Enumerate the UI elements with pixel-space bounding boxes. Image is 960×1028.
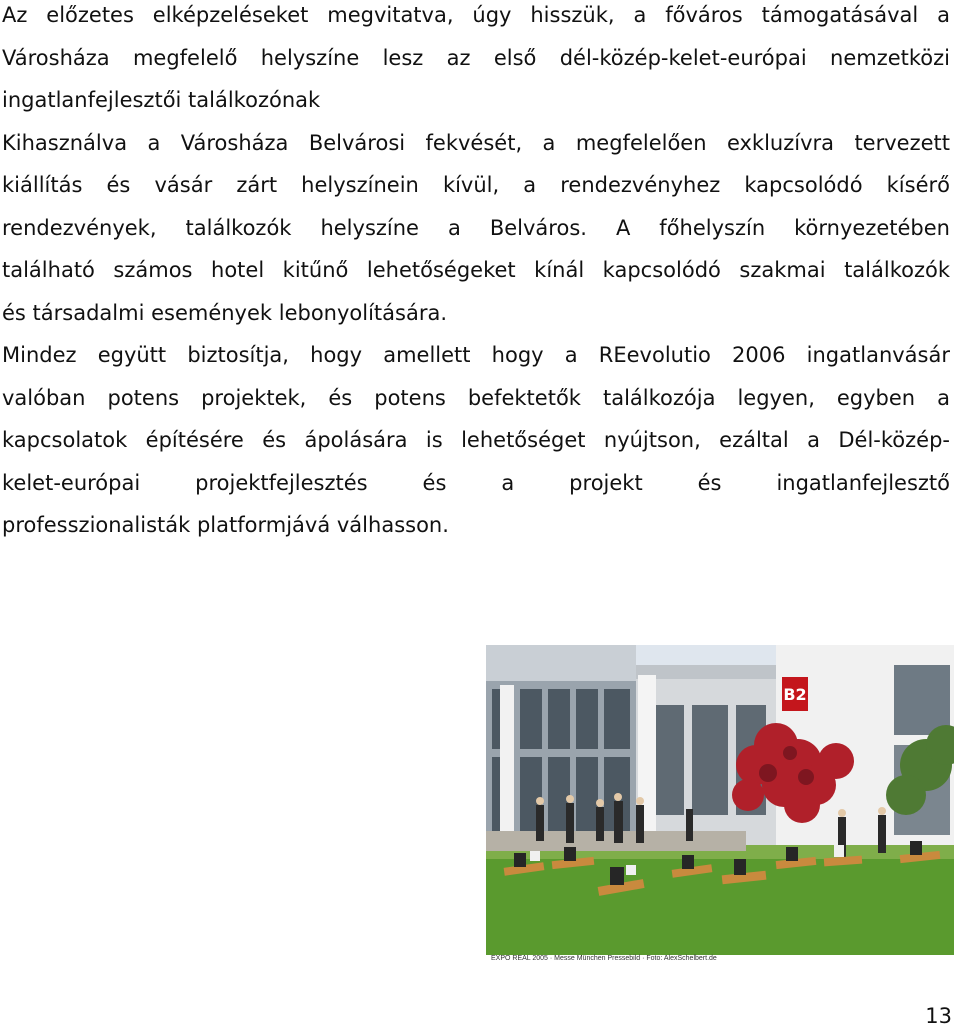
paragraph-3 bbox=[2, 334, 950, 547]
paragraph-1 bbox=[2, 0, 950, 122]
text-line: Városháza megfelelő helyszíne lesz az első dél-közép-kelet-európai nemzetközi bbox=[2, 45, 950, 70]
text-line: kelet-európai projektfejlesztés és a projekt és ingatlanfejlesztő bbox=[2, 470, 950, 495]
sign-b2-text: B2 bbox=[783, 685, 807, 704]
text-line: ingatlanfejlesztői találkozónak bbox=[2, 88, 321, 112]
paragraph-2 bbox=[2, 122, 950, 335]
text-line: Kihasználva a Városháza Belvárosi fekvését, a megfelelően exkluzívra tervezett bbox=[2, 130, 950, 155]
text-line: Mindez együtt biztosítja, hogy amellett hogy a REevolutio 2006 ingatlanvásár bbox=[2, 343, 950, 367]
photo-caption: EXPO REAL 2005 · Messe München Pressebild · Foto: AlexSchelbert.de bbox=[491, 955, 717, 962]
text-line: valóban potens projektek, és potens befektetők találkozója legyen, egyben a bbox=[2, 385, 950, 410]
exhibition-photo bbox=[486, 645, 954, 955]
text-line: és társadalmi események lebonyolítására. bbox=[2, 300, 448, 325]
text-line: professzionalisták platformjává válhasson. bbox=[2, 513, 449, 537]
text-line: található számos hotel kitűnő lehetőségeket kínál kapcsolódó szakmai találkozók bbox=[2, 258, 950, 282]
text-line: Az előzetes elképzeléseket megvitatva, úgy hisszük, a főváros támogatásával a bbox=[2, 3, 950, 27]
text-line: rendezvények, találkozók helyszíne a Belváros. A főhelyszín környezetében bbox=[2, 215, 950, 240]
page-number: 13 bbox=[925, 1004, 952, 1028]
text-line: kiállítás és vásár zárt helyszínein kívül, a rendezvényhez kapcsolódó kísérő bbox=[2, 173, 950, 197]
text-line: kapcsolatok építésére és ápolására is lehetőséget nyújtson, ezáltal a Dél-közép- bbox=[2, 428, 950, 452]
body-text bbox=[2, 0, 950, 547]
